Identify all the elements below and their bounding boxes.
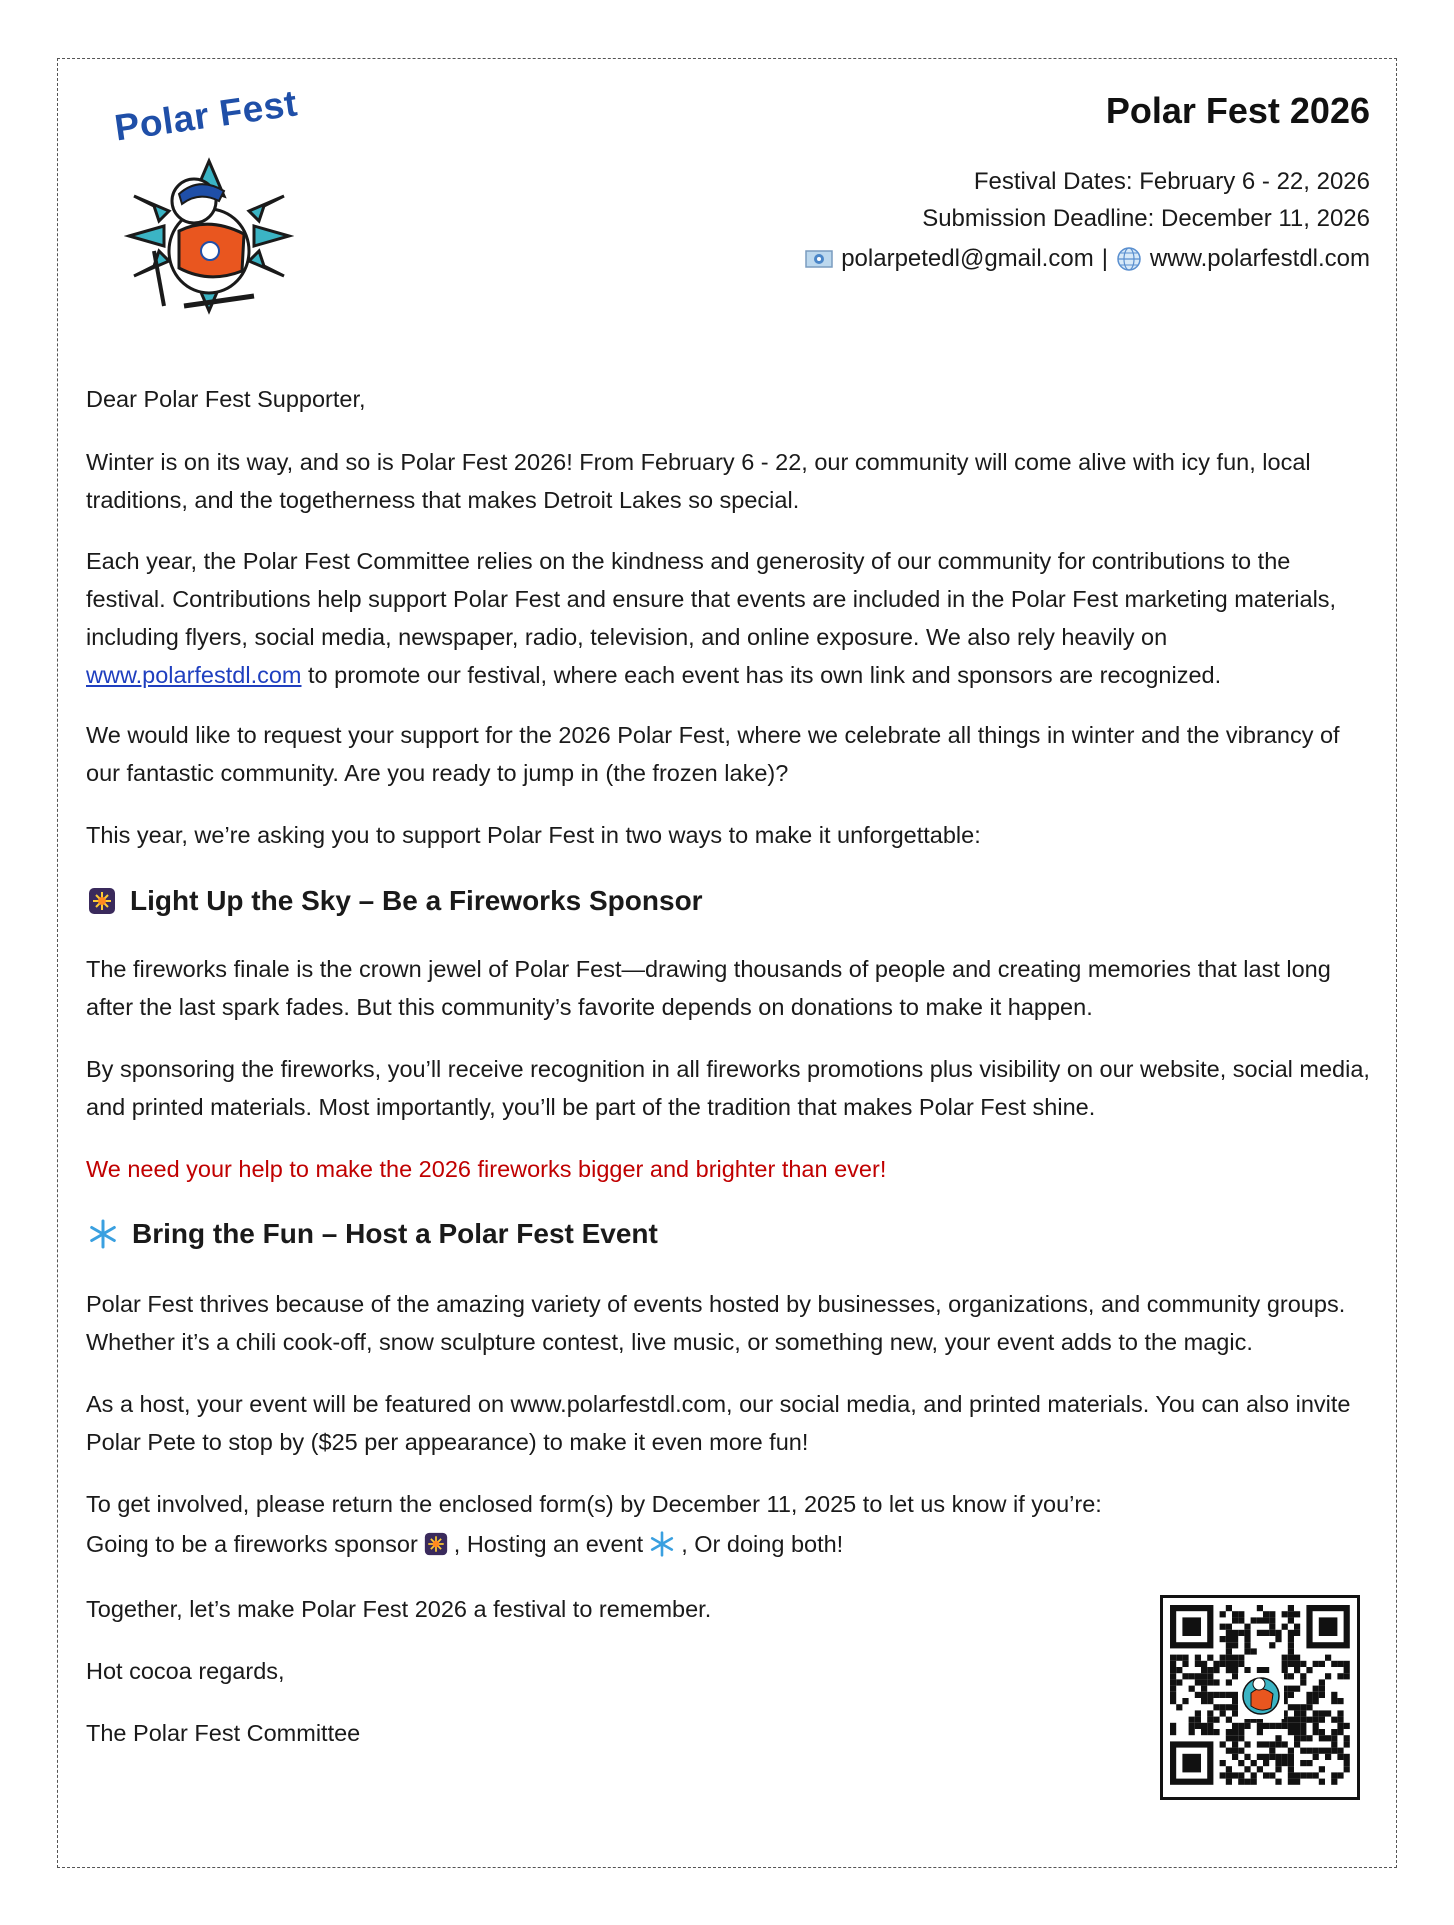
snowflake-icon: [649, 1531, 675, 1557]
contact-separator: |: [1101, 245, 1108, 272]
option-host: , Hosting an event: [453, 1531, 644, 1557]
option-both: , Or doing both!: [681, 1531, 844, 1557]
festival-dates: Festival Dates: February 6 - 22, 2026: [973, 168, 1370, 195]
signature: The Polar Fest Committee: [86, 1720, 361, 1746]
section-event-heading: [88, 1218, 658, 1250]
paragraph-events: Polar Fest thrives because of the amazing variety of events hosted by businesses, organizations, and community groups. Whether it’s a chili cook-off, snow sculpture contest, live music, or something new, your event adds to the magic.: [86, 1291, 1346, 1355]
globe-icon: [1116, 246, 1142, 272]
paragraph-contributions: [86, 542, 1376, 694]
paragraph-contributions-text: Each year, the Polar Fest Committee relies on the kindness and generosity of our community for contributions to the festival. Contributions help support Polar Fest and ensure that events are included in the Polar Fest marketing materials, including flyers, social media, newspaper, radio, television, and online exposure. We also rely heavily on: [86, 548, 1337, 650]
fireworks-callout: We need your help to make the 2026 fireworks bigger and brighter than ever!: [86, 1156, 887, 1182]
paragraph-fireworks-finale: The fireworks finale is the crown jewel of Polar Fest—drawing thousands of people and creating memories that last long after the last spark fades. But this community’s favorite depends on donations to make it happen.: [86, 956, 1331, 1020]
logo-title: Polar Fest: [112, 82, 300, 149]
paragraph-get-involved: To get involved, please return the enclosed form(s) by December 11, 2025 to let us know if you’re:: [86, 1491, 1102, 1517]
paragraph-intro: Winter is on its way, and so is Polar Fest 2026! From February 6 - 22, our community will come alive with icy fun, local traditions, and the togetherness that makes Detroit Lakes so special.: [86, 449, 1311, 513]
fireworks-icon: [424, 1532, 448, 1556]
polar-fest-logo: [106, 82, 306, 320]
qr-code[interactable]: [1160, 1595, 1360, 1800]
email-icon: [805, 249, 833, 269]
paragraph-request: We would like to request your support for the 2026 Polar Fest, where we celebrate all things in winter and the vibrancy of our fantastic community. Are you ready to jump in (the frozen lake)?: [86, 722, 1340, 786]
website-inline-link[interactable]: www.polarfestdl.com: [86, 662, 302, 688]
website-link[interactable]: www.polarfestdl.com: [1149, 245, 1370, 272]
polar-bear-snowflake-icon: [124, 156, 294, 316]
options-line: [86, 1525, 1376, 1563]
section-fireworks-title: Light Up the Sky – Be a Fireworks Sponsor: [130, 885, 703, 916]
paragraph-host: As a host, your event will be featured on www.polarfestdl.com, our social media, and printed materials. You can also invite Polar Pete to stop by ($25 per appearance) to make it even more fun!: [86, 1391, 1351, 1455]
contact-line: [805, 245, 1370, 273]
fireworks-icon: [88, 887, 116, 915]
snowflake-icon: [88, 1219, 118, 1249]
email-link[interactable]: polarpetedl@gmail.com: [841, 245, 1094, 272]
paragraph-contributions-end: to promote our festival, where each event has its own link and sponsors are recognized.: [301, 662, 1222, 688]
section-fireworks-heading: [88, 885, 703, 917]
closing-regards: Hot cocoa regards,: [86, 1658, 285, 1684]
greeting: Dear Polar Fest Supporter,: [86, 386, 366, 412]
paragraph-two-ways: This year, we’re asking you to support Polar Fest in two ways to make it unforgettable:: [86, 822, 981, 848]
paragraph-fireworks-sponsor: By sponsoring the fireworks, you’ll receive recognition in all fireworks promotions plus visibility on our website, social media, and printed materials. Most importantly, you’ll be part of the tradition that makes Polar Fest shine.: [86, 1056, 1370, 1120]
closing-remember: Together, let’s make Polar Fest 2026 a festival to remember.: [86, 1596, 712, 1622]
option-fireworks: Going to be a fireworks sponsor: [86, 1531, 418, 1557]
qr-code-pattern: [1163, 1598, 1357, 1797]
page-title: Polar Fest 2026: [1105, 90, 1370, 131]
section-event-title: Bring the Fun – Host a Polar Fest Event: [132, 1218, 658, 1249]
submission-deadline: Submission Deadline: December 11, 2026: [922, 205, 1370, 232]
